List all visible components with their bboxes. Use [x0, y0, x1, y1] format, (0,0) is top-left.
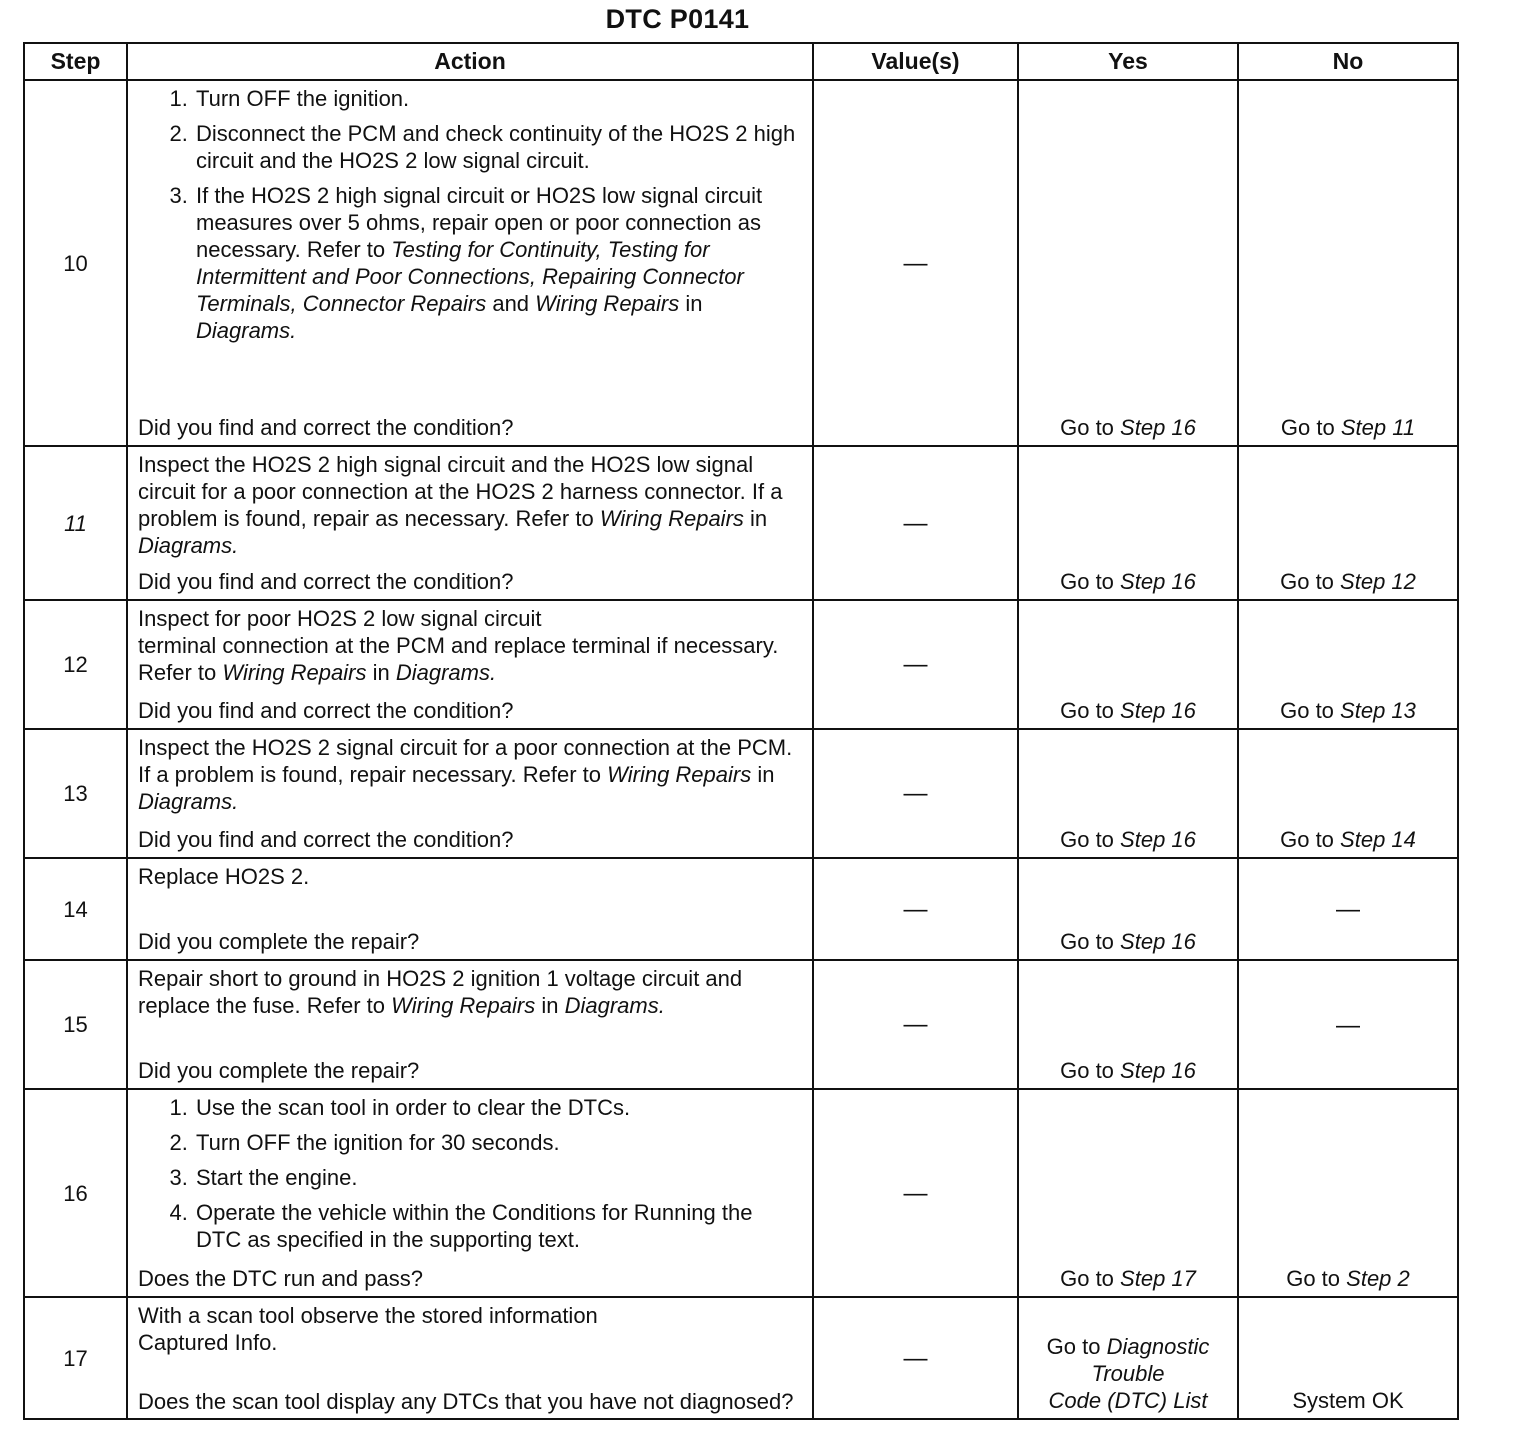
goto-step-link: Step 16 — [1120, 929, 1196, 954]
action-step-item: 3. If the HO2S 2 high signal circuit or HO2S low signal circuit measures over 5 ohms, repair open or poor connection as necessary. Refer to Testing for Continuity, Testing for Intermittent and Poor Connections, Repairing Connector Terminals, Connector Repairs and Wiring Repairs in Diagrams. — [194, 182, 802, 344]
action-text: Inspect the HO2S 2 signal circuit for a poor connection at the PCM. If a problem is found, repair necessary. Refer to Wiring Repairs in Diagrams. — [138, 735, 793, 814]
reference-link: Diagrams. — [564, 993, 665, 1018]
action-cell — [127, 858, 813, 960]
table-row — [24, 960, 1458, 1089]
no-cell: Go to Step 12 — [1238, 446, 1458, 600]
header-yes: Yes — [1018, 43, 1238, 80]
no-cell: — — [1238, 960, 1458, 1089]
step-number: 12 — [24, 600, 127, 729]
goto-step-link: Step 13 — [1340, 698, 1416, 723]
dtc-table — [23, 42, 1459, 1420]
goto-step-link: Step 2 — [1346, 1266, 1410, 1291]
no-cell: — — [1238, 858, 1458, 960]
action-steps — [138, 85, 802, 352]
goto-step-link: Step 12 — [1340, 569, 1416, 594]
action-step-item: 1. Turn OFF the ignition. — [194, 85, 802, 112]
yes-cell: Go to Diagnostic Trouble Code (DTC) List — [1018, 1297, 1238, 1419]
action-text: Inspect the HO2S 2 high signal circuit and the HO2S low signal circuit for a poor connection at the HO2S 2 harness connector. If a problem is found, repair as necessary. Refer to Wiring Repairs in Diagrams. — [138, 452, 783, 558]
action-step-item: 4. Operate the vehicle within the Conditions for Running the DTC as specified in the supporting text. — [194, 1199, 802, 1253]
goto-step-link: Diagnostic — [1106, 1334, 1210, 1359]
yes-cell: Go to Step 17 — [1018, 1089, 1238, 1297]
reference-link: Diagrams. — [395, 660, 497, 685]
reference-link: Diagrams. — [196, 318, 297, 343]
goto-step-link: Step 11 — [1340, 415, 1416, 440]
question-text: Does the scan tool display any DTCs that you have not diagnosed? — [138, 1389, 794, 1414]
step-number: 15 — [24, 960, 127, 1089]
value-cell: — — [813, 1297, 1018, 1419]
action-text: Inspect for poor HO2S 2 low signal circuit terminal connection at the PCM and replace terminal if necessary. Refer to Wiring Repairs in Diagrams. — [138, 606, 779, 685]
reference-link: Wiring Repairs — [535, 291, 680, 316]
yes-cell: Go to Step 16 — [1018, 960, 1238, 1089]
goto-step-link: Step 16 — [1120, 1058, 1196, 1083]
table-row — [24, 80, 1458, 446]
action-step-item: 2. Disconnect the PCM and check continuity of the HO2S 2 high circuit and the HO2S 2 low signal circuit. — [194, 120, 802, 174]
table-row — [24, 1297, 1458, 1419]
reference-link: Testing for Continuity, Testing for Intermittent and Poor Connections, Repairing Connector Terminals, Connector Repairs — [196, 237, 744, 316]
reference-link: Diagrams. — [138, 533, 239, 558]
value-cell: — — [813, 858, 1018, 960]
header-step: Step — [24, 43, 127, 80]
value-cell: — — [813, 1089, 1018, 1297]
reference-link: Diagrams. — [138, 789, 239, 814]
table-row — [24, 729, 1458, 858]
table-row — [24, 600, 1458, 729]
yes-cell: Go to Step 16 — [1018, 729, 1238, 858]
table-row — [24, 858, 1458, 960]
reference-link: Wiring Repairs — [222, 660, 367, 685]
action-step-item: 2. Turn OFF the ignition for 30 seconds. — [194, 1129, 802, 1156]
question-text: Did you complete the repair? — [138, 929, 420, 954]
yes-cell: Go to Step 16 — [1018, 600, 1238, 729]
action-cell — [127, 1089, 813, 1297]
action-step-item: 1. Use the scan tool in order to clear the DTCs. — [194, 1094, 802, 1121]
no-cell: Go to Step 2 — [1238, 1089, 1458, 1297]
action-cell — [127, 80, 813, 446]
goto-step-link: Code (DTC) List — [1048, 1388, 1208, 1413]
no-cell: Go to Step 11 — [1238, 80, 1458, 446]
question-text: Did you find and correct the condition? — [138, 569, 514, 594]
goto-step-link: Step 17 — [1120, 1266, 1196, 1291]
no-cell: Go to Step 13 — [1238, 600, 1458, 729]
action-cell — [127, 960, 813, 1089]
action-text: Replace HO2S 2. — [138, 864, 310, 889]
reference-link: Wiring Repairs — [607, 762, 752, 787]
action-step-item: 3. Start the engine. — [194, 1164, 802, 1191]
question-text: Did you find and correct the condition? — [138, 827, 514, 852]
table-row — [24, 446, 1458, 600]
page-title: DTC P0141 — [605, 4, 750, 34]
step-number: 11 — [24, 446, 127, 600]
value-cell: — — [813, 446, 1018, 600]
table-row — [24, 1089, 1458, 1297]
yes-cell: Go to Step 16 — [1018, 446, 1238, 600]
question-text: Did you complete the repair? — [138, 1058, 420, 1083]
header-action: Action — [127, 43, 813, 80]
question-text: Does the DTC run and pass? — [138, 1266, 423, 1291]
yes-cell: Go to Step 16 — [1018, 80, 1238, 446]
table-header-row — [24, 43, 1458, 80]
value-cell: — — [813, 960, 1018, 1089]
goto-step-link: Step 16 — [1120, 698, 1196, 723]
value-cell: — — [813, 729, 1018, 858]
action-steps — [138, 1094, 802, 1261]
header-no: No — [1238, 43, 1458, 80]
step-number: 16 — [24, 1089, 127, 1297]
action-cell — [127, 1297, 813, 1419]
question-text: Did you find and correct the condition? — [138, 698, 514, 723]
step-number: 14 — [24, 858, 127, 960]
question-text: Did you find and correct the condition? — [138, 415, 514, 440]
value-cell: — — [813, 600, 1018, 729]
action-text: Repair short to ground in HO2S 2 ignition 1 voltage circuit and replace the fuse. Refer to Wiring Repairs in Diagrams. — [138, 966, 743, 1018]
step-number: 13 — [24, 729, 127, 858]
goto-step-link: Step 16 — [1120, 569, 1196, 594]
value-cell: — — [813, 80, 1018, 446]
step-number: 10 — [24, 80, 127, 446]
reference-link: Wiring Repairs — [599, 506, 744, 531]
goto-step-link: Trouble — [1091, 1361, 1165, 1386]
action-cell — [127, 446, 813, 600]
action-text: With a scan tool observe the stored information Captured Info. — [138, 1303, 598, 1355]
action-cell — [127, 600, 813, 729]
action-cell — [127, 729, 813, 858]
header-values: Value(s) — [813, 43, 1018, 80]
no-cell: Go to Step 14 — [1238, 729, 1458, 858]
goto-step-link: Step 14 — [1340, 827, 1416, 852]
no-cell: System OK — [1238, 1297, 1458, 1419]
goto-step-link: Step 16 — [1120, 827, 1196, 852]
yes-cell: Go to Step 16 — [1018, 858, 1238, 960]
step-number: 17 — [24, 1297, 127, 1419]
reference-link: Wiring Repairs — [391, 993, 536, 1018]
goto-step-link: Step 16 — [1120, 415, 1196, 440]
